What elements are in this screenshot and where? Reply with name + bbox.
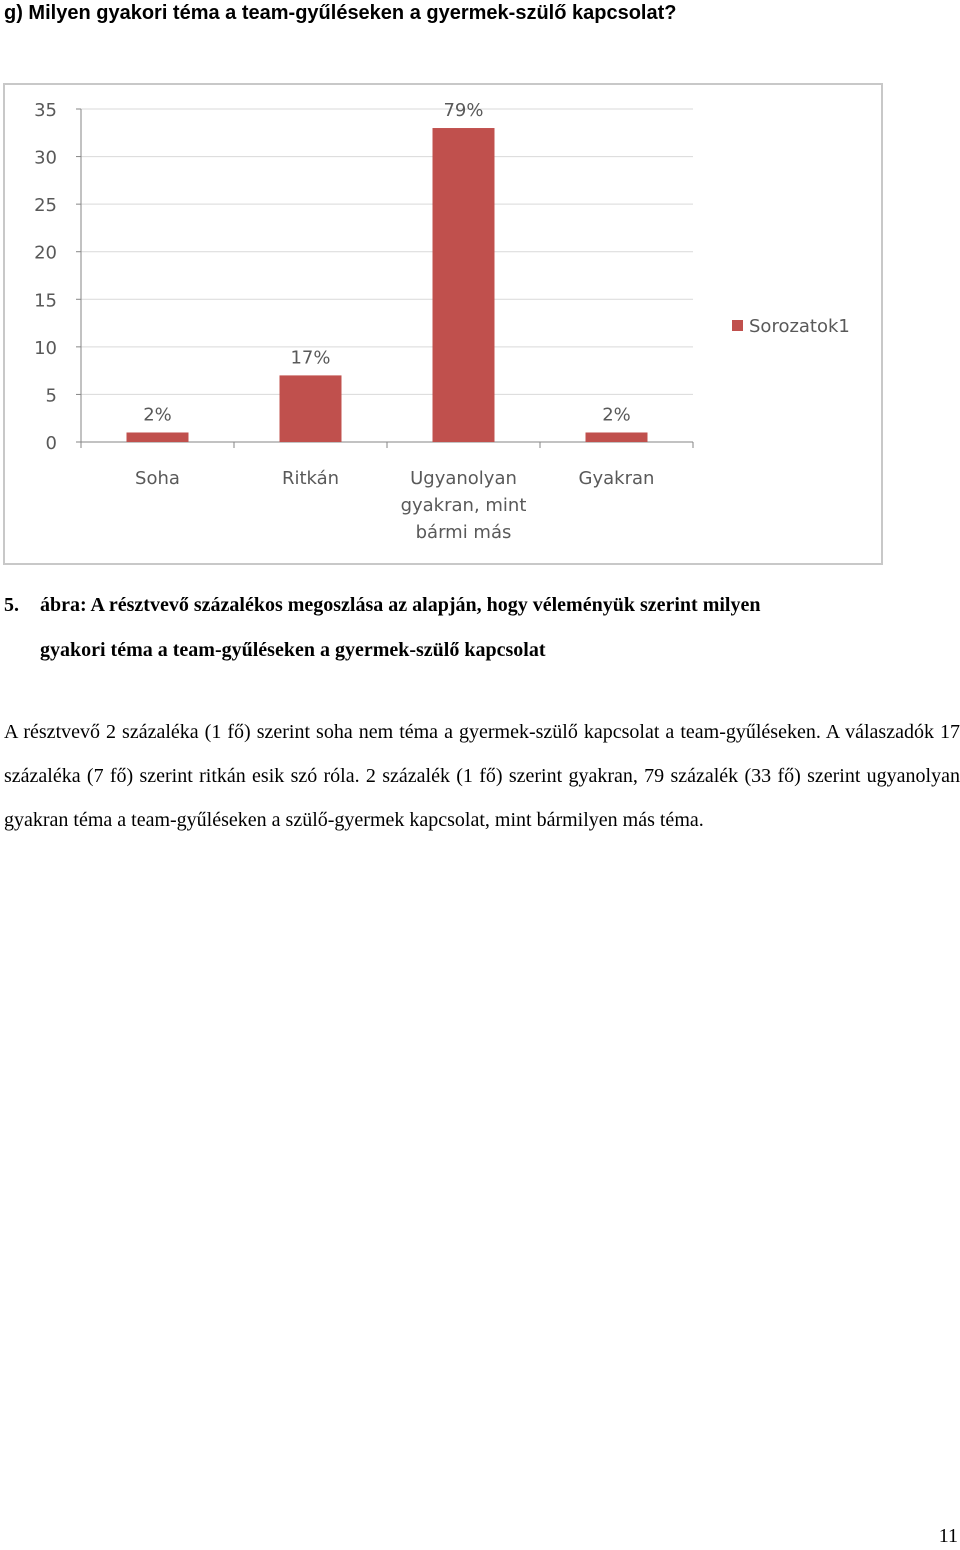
x-category-label: Soha — [135, 468, 180, 489]
y-tick-label: 10 — [34, 337, 57, 359]
bar-2 — [280, 375, 342, 442]
data-label: 17% — [290, 347, 331, 369]
caption-number: 5. — [4, 594, 19, 616]
caption-line-2: gyakori téma a team-gyűléseken a gyermek-szülő kapcsolat — [40, 639, 546, 661]
x-category-label: gyakran, mint — [400, 495, 527, 516]
y-tick-label: 35 — [34, 100, 57, 121]
bar-4 — [586, 432, 648, 442]
caption-line-1: ábra: A résztvevő százalékos megoszlása az alapján, hogy véleményük szerint milyen — [40, 594, 761, 616]
legend-label: Sorozatok1 — [749, 316, 850, 337]
x-category-label: Ugyanolyan — [410, 468, 517, 489]
bar-chart — [3, 83, 883, 565]
data-label: 2% — [602, 404, 631, 426]
bar-3 — [433, 128, 495, 442]
chart-svg — [5, 85, 885, 567]
y-tick-label: 0 — [45, 433, 57, 454]
x-category-label: Gyakran — [578, 468, 655, 489]
body-paragraph: A résztvevő 2 százaléka (1 fő) szerint soha nem téma a gyermek-szülő kapcsolat a team-gyűléseken. A válaszadók 17 százaléka (7 fő) szerint ritkán esik szó róla. 2 százalék (1 fő) szerint gyakran, 79 százalék (33 fő) szerint ugyanolyan gyakran téma a team-gyűléseken a szülő-gyermek kapcsolat, mint bármilyen más téma. — [4, 721, 960, 831]
question-heading: g) Milyen gyakori téma a team-gyűléseken a gyermek-szülő kapcsolat? — [4, 2, 677, 24]
y-tick-label: 15 — [34, 290, 57, 312]
data-label: 2% — [143, 404, 172, 426]
legend-swatch — [732, 320, 743, 331]
x-category-label: bármi más — [415, 522, 512, 543]
bar-1 — [127, 432, 189, 442]
y-tick-label: 5 — [45, 385, 57, 407]
data-label: 79% — [443, 100, 484, 122]
y-tick-label: 20 — [34, 242, 57, 264]
page-number: 11 — [938, 1525, 958, 1547]
x-category-label: Ritkán — [281, 468, 340, 489]
y-tick-label: 30 — [34, 147, 57, 169]
figure-caption — [4, 583, 960, 673]
y-tick-label: 25 — [34, 195, 57, 217]
